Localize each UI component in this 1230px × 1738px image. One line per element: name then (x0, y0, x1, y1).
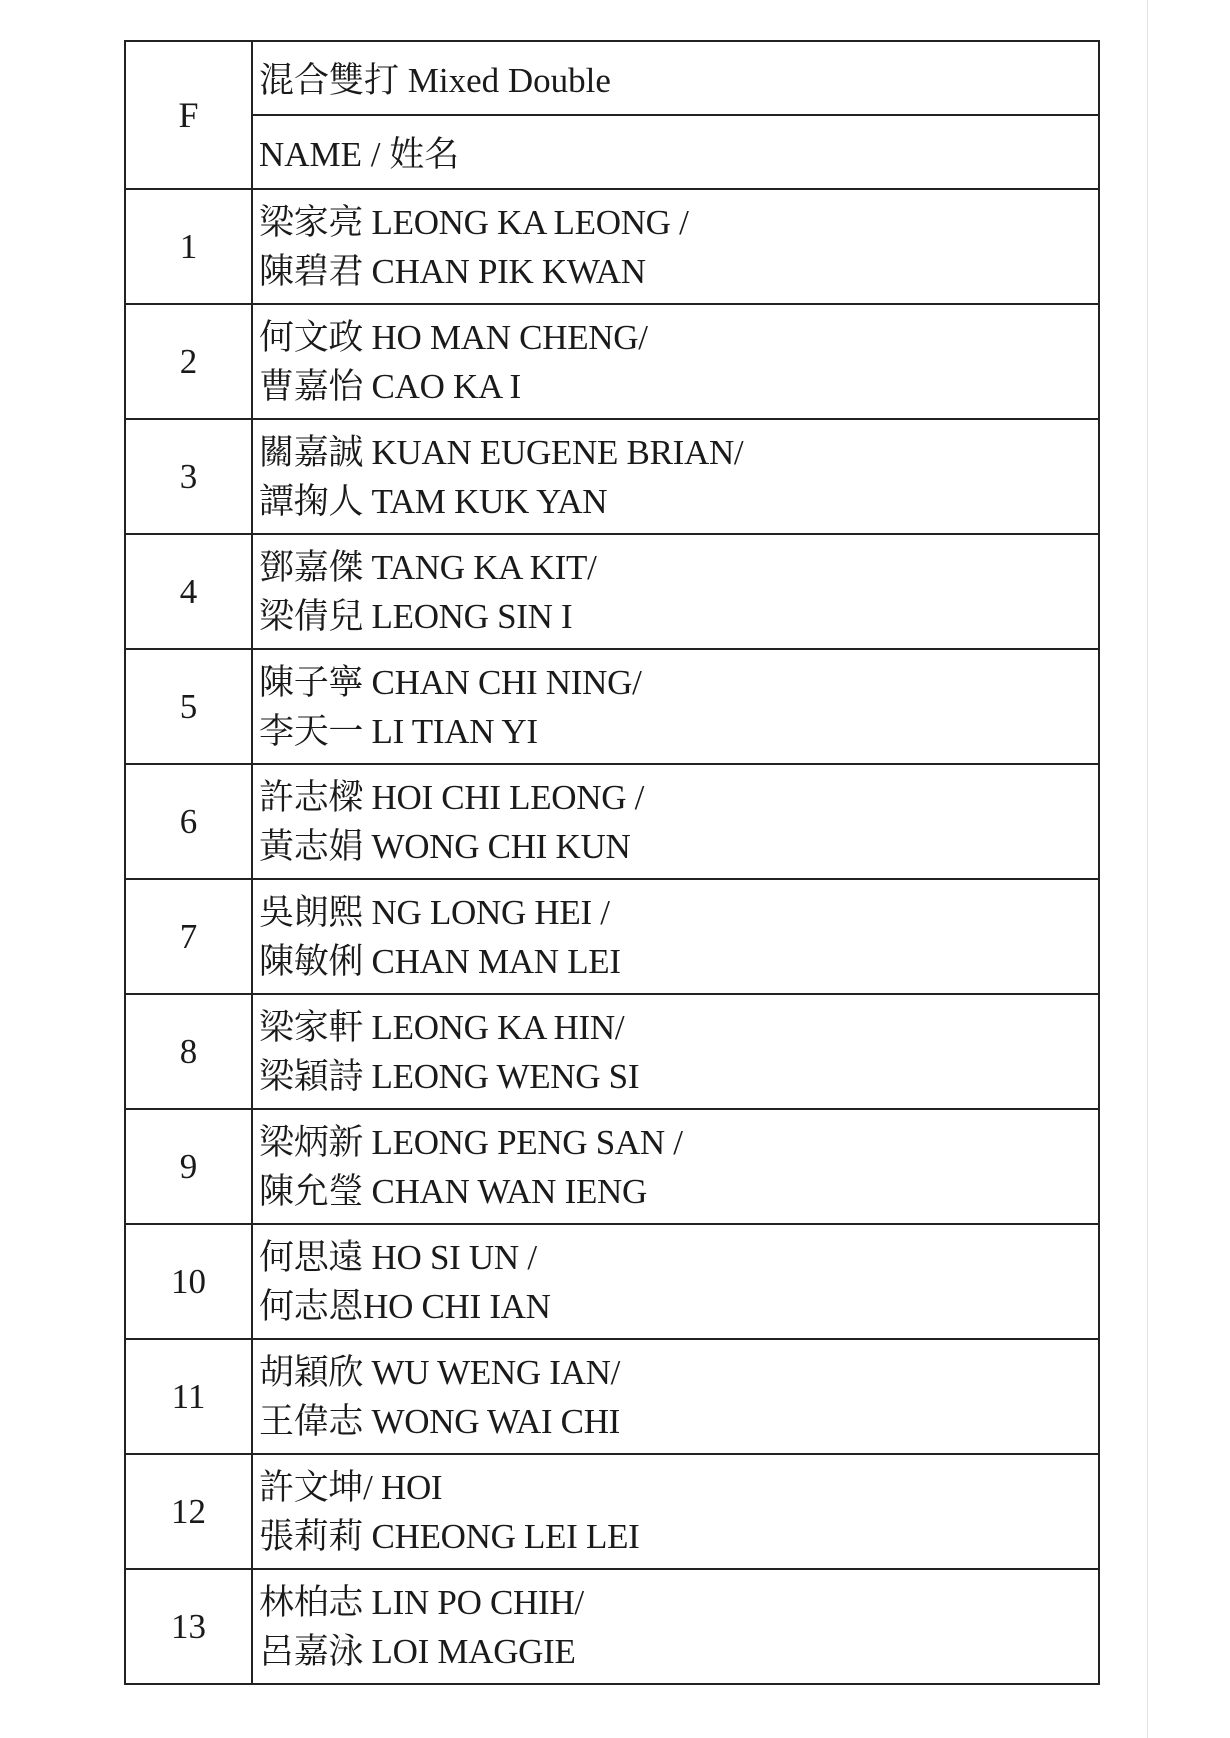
row-number: 11 (125, 1339, 252, 1454)
table-row (125, 189, 1099, 304)
pair-names (252, 1224, 1099, 1339)
table-row (125, 1569, 1099, 1684)
player-1-name: 梁家軒 LEONG KA HIN/ (259, 1007, 625, 1047)
player-1-name: 吳朗熙 NG LONG HEI / (259, 892, 610, 932)
player-1-name: 林柏志 LIN PO CHIH/ (259, 1582, 584, 1622)
pair-names (252, 419, 1099, 534)
player-2-name: 曹嘉怡 CAO KA I (259, 366, 521, 406)
table-row (125, 994, 1099, 1109)
player-2-name: 譚掬人 TAM KUK YAN (259, 481, 608, 521)
player-1-name: 胡穎欣 WU WENG IAN/ (259, 1352, 621, 1392)
row-number: 4 (125, 534, 252, 649)
player-1-name: 許志樑 HOI CHI LEONG / (259, 777, 645, 817)
table-row (125, 1339, 1099, 1454)
player-1-name: 梁炳新 LEONG PENG SAN / (259, 1122, 683, 1162)
player-1-name: 梁家亮 LEONG KA LEONG / (259, 202, 689, 242)
table-row (125, 1109, 1099, 1224)
table-row (125, 764, 1099, 879)
table-row (125, 304, 1099, 419)
row-number: 8 (125, 994, 252, 1109)
player-2-name: 陳允瑩 CHAN WAN IENG (259, 1171, 647, 1211)
category-code: F (125, 41, 252, 189)
pair-names (252, 534, 1099, 649)
player-2-name: 陳碧君 CHAN PIK KWAN (259, 251, 646, 291)
player-1-name: 何思遠 HO SI UN / (259, 1237, 537, 1277)
pair-names (252, 189, 1099, 304)
pair-names (252, 1339, 1099, 1454)
table-row (125, 1454, 1099, 1569)
name-column-header: NAME / 姓名 (252, 115, 1099, 189)
row-number: 6 (125, 764, 252, 879)
pair-names (252, 764, 1099, 879)
row-number: 9 (125, 1109, 252, 1224)
row-number: 13 (125, 1569, 252, 1684)
table-row (125, 1224, 1099, 1339)
player-2-name: 何志恩HO CHI IAN (259, 1286, 551, 1326)
header-row-event (125, 41, 1099, 115)
pair-names (252, 879, 1099, 994)
pair-names (252, 649, 1099, 764)
row-number: 3 (125, 419, 252, 534)
player-2-name: 張莉莉 CHEONG LEI LEI (259, 1516, 640, 1556)
player-2-name: 梁穎詩 LEONG WENG SI (259, 1056, 640, 1096)
player-1-name: 許文坤/ HOI (259, 1467, 443, 1507)
table-row (125, 649, 1099, 764)
player-1-name: 鄧嘉傑 TANG KA KIT/ (259, 547, 597, 587)
page-edge (1147, 0, 1148, 1738)
player-2-name: 黃志娟 WONG CHI KUN (259, 826, 631, 866)
player-1-name: 何文政 HO MAN CHENG/ (259, 317, 648, 357)
pair-names (252, 1569, 1099, 1684)
player-2-name: 呂嘉泳 LOI MAGGIE (259, 1631, 576, 1671)
pair-names (252, 994, 1099, 1109)
row-number: 2 (125, 304, 252, 419)
table-body (125, 41, 1099, 1684)
header-row-name (125, 115, 1099, 189)
player-2-name: 陳敏俐 CHAN MAN LEI (259, 941, 621, 981)
player-2-name: 李天一 LI TIAN YI (259, 711, 538, 751)
pair-names (252, 1454, 1099, 1569)
row-number: 12 (125, 1454, 252, 1569)
player-2-name: 梁倩兒 LEONG SIN I (259, 596, 573, 636)
player-1-name: 陳子寧 CHAN CHI NING/ (259, 662, 642, 702)
table-row (125, 419, 1099, 534)
pair-names (252, 1109, 1099, 1224)
pair-names (252, 304, 1099, 419)
player-1-name: 關嘉誠 KUAN EUGENE BRIAN/ (259, 432, 744, 472)
row-number: 7 (125, 879, 252, 994)
event-title: 混合雙打 Mixed Double (252, 41, 1099, 115)
player-2-name: 王偉志 WONG WAI CHI (259, 1401, 621, 1441)
mixed-double-entry-table (124, 40, 1100, 1685)
row-number: 10 (125, 1224, 252, 1339)
row-number: 1 (125, 189, 252, 304)
table-row (125, 879, 1099, 994)
row-number: 5 (125, 649, 252, 764)
table-row (125, 534, 1099, 649)
